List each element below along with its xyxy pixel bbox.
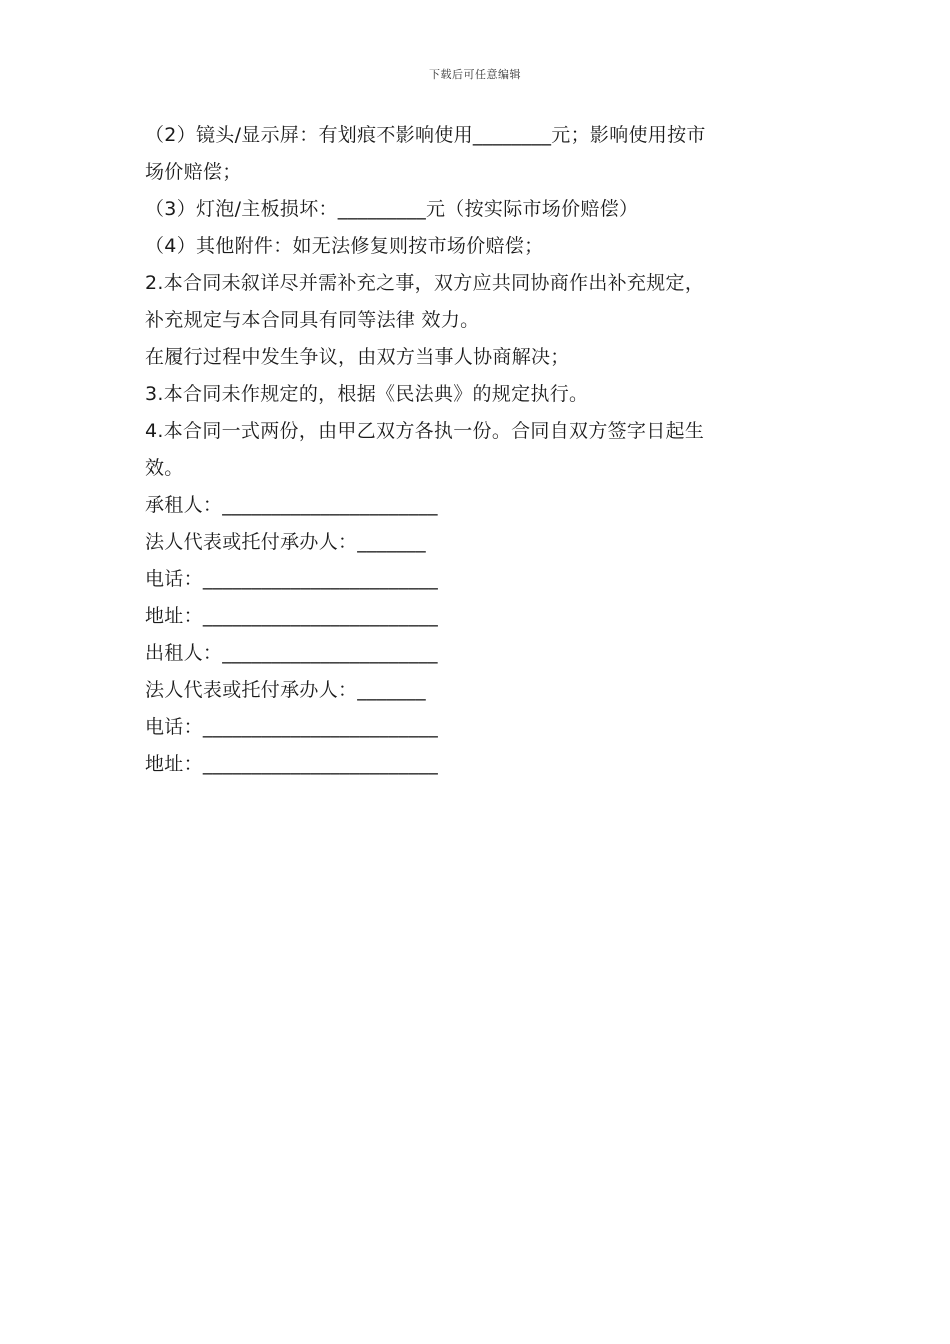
lessee-representative-field: 法人代表或托付承办人：_______	[145, 531, 426, 553]
clause-other-accessories: （4）其他附件：如无法修复则按市场价赔偿；	[145, 235, 544, 257]
clause-4-copies: 4.本合同一式两份，由甲乙双方各执一份。合同自双方签字日起生	[145, 420, 705, 442]
lessee-phone-field: 电话：________________________	[145, 568, 439, 590]
lessor-address-field: 地址：________________________	[145, 753, 439, 775]
page-header-note: 下载后可任意编辑	[429, 68, 521, 81]
clause-bulb-mainboard: （3）灯泡/主板损坏：_________元（按实际市场价赔偿）	[145, 198, 639, 220]
lessor-phone-field: 电话：________________________	[145, 716, 439, 738]
clause-lens-screen-cont: 场价赔偿；	[145, 161, 242, 183]
clause-lens-screen: （2）镜头/显示屏：有划痕不影响使用________元；影响使用按市	[145, 124, 706, 146]
lessor-field: 出租人：______________________	[145, 642, 438, 664]
clause-2-supplement-cont: 补充规定与本合同具有同等法律 效力。	[145, 309, 480, 331]
clause-2-supplement: 2.本合同未叙详尽并需补充之事，双方应共同协商作出补充规定，	[145, 272, 705, 294]
clause-dispute: 在履行过程中发生争议，由双方当事人协商解决；	[145, 346, 570, 368]
document-body	[145, 117, 810, 783]
lessee-field: 承租人：______________________	[145, 494, 438, 516]
clause-3-civil-code: 3.本合同未作规定的，根据《民法典》的规定执行。	[145, 383, 589, 405]
lessor-representative-field: 法人代表或托付承办人：_______	[145, 679, 426, 701]
clause-4-copies-cont: 效。	[145, 457, 184, 479]
lessee-address-field: 地址：________________________	[145, 605, 439, 627]
